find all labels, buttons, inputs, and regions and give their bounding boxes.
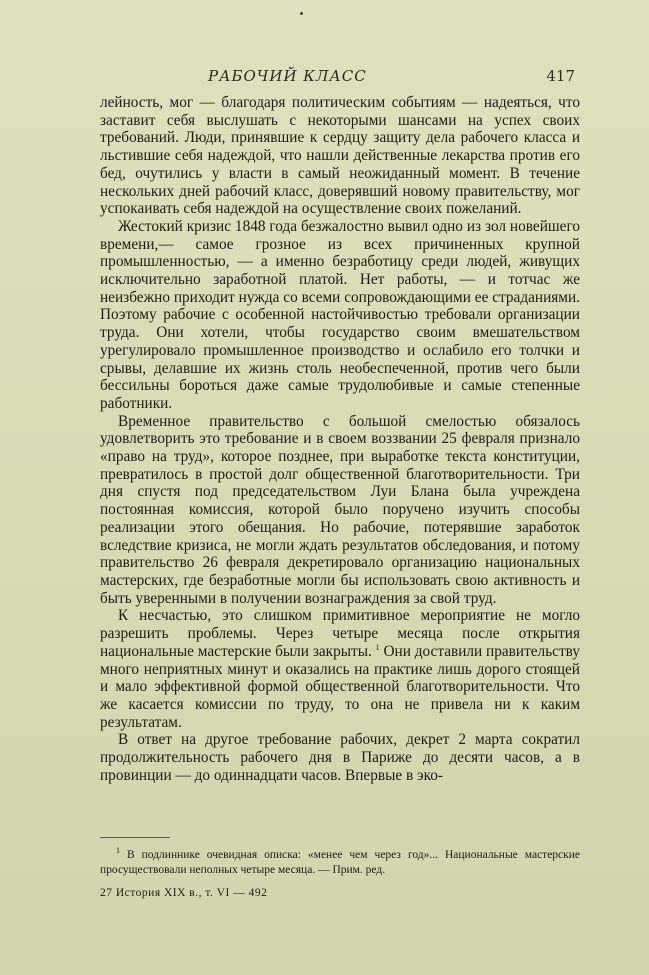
page-number: 417 [546,67,575,85]
paragraph-1: лейность, мог — благодаря политическим событиям — надеяться, что заставит себя выслушать с некоторыми шансами на успех своих требований. Люди, принявшие к сердцу защиту дела рабочего класса и льстившие себя надеждой, что нашли действенные лекарства против его бед, очутились у власти в самый неожиданный момент. В течение нескольких дней рабочий класс, доверявший новому правительству, мог успокаивать себя надеждой на осуществление своих пожеланий. [100,94,580,218]
page-header [100,67,575,87]
paragraph-4-part-2: Они доставили правительству много неприятных минут и оказались на практике лишь дорого стоящей и мало эффективной формой общественной благотворительности. Что же касается комиссии по труду, то она не привела ни к каким результатам. [100,642,580,731]
footnote-marker: 1 [116,846,120,856]
paragraph-3: Временное правительство с большой смелостью обязалось удовлетворить это требование и в своем воззвании 25 февраля признало «право на труд», которое позднее, при выработке текста конституции, превратилось в простой долг общественной благотворительности. Три дня спустя под председательством Луи Блана была учреждена постоянная комиссия, которой было поручено изучить способы реализации этого обещания. Но рабочие, потерявшие заработок вследствие кризиса, не могли ждать результатов обследования, и потому правительство 26 февраля декретировало организацию национальных мастерских, где безработные могли бы использовать свою активность и быть уверенными в получении вознаграждения за свой труд. [100,412,580,607]
printer-signature: 27 История XIX в., т. VI — 492 [100,887,268,899]
main-text [100,94,580,784]
paragraph-4-part-1: К несчастью, это слишком примитивное мероприятие не могло разрешить проблемы. Через четыре месяца после открытия национальные мастерские были закрыты. [100,607,580,660]
running-title: РАБОЧИЙ КЛАСС [208,67,367,85]
footnote [100,848,580,878]
paragraph-4 [100,607,580,731]
footnote-text: В подлиннике очевидная описка: «менее чем через год»... Национальные мастерские просуществовали неполных четыре месяца. — Прим. ред. [100,849,580,876]
paragraph-5: В ответ на другое требование рабочих, декрет 2 марта сократил продолжительность рабочего дня в Париже до десяти часов, а в провинции — до одиннадцати часов. Впервые в эко- [100,731,580,784]
footnote-divider [100,837,170,838]
paragraph-2: Жестокий кризис 1848 года безжалостно вывил одно из зол новейшего времени,— самое грозное из всех причиненных крупной промышленностью, — а именно безработицу среди людей, живущих исключительно заработной платой. Нет работы, — и тотчас же неизбежно приходит нужда со всеми сопровождающими ее страданиями. Поэтому рабочие с особенной настойчивостью требовали организации труда. Они хотели, чтобы государство своим вмешательством урегулировало промышленное производство и ослабило его толчки и срывы, делавшие их жизнь столь необеспеченной, против чего были бессильны бороться даже самые трудолюбивые и самые степенные работники. [100,217,580,412]
footnote-reference[interactable]: 1 [375,642,380,652]
page-speck [300,12,303,15]
